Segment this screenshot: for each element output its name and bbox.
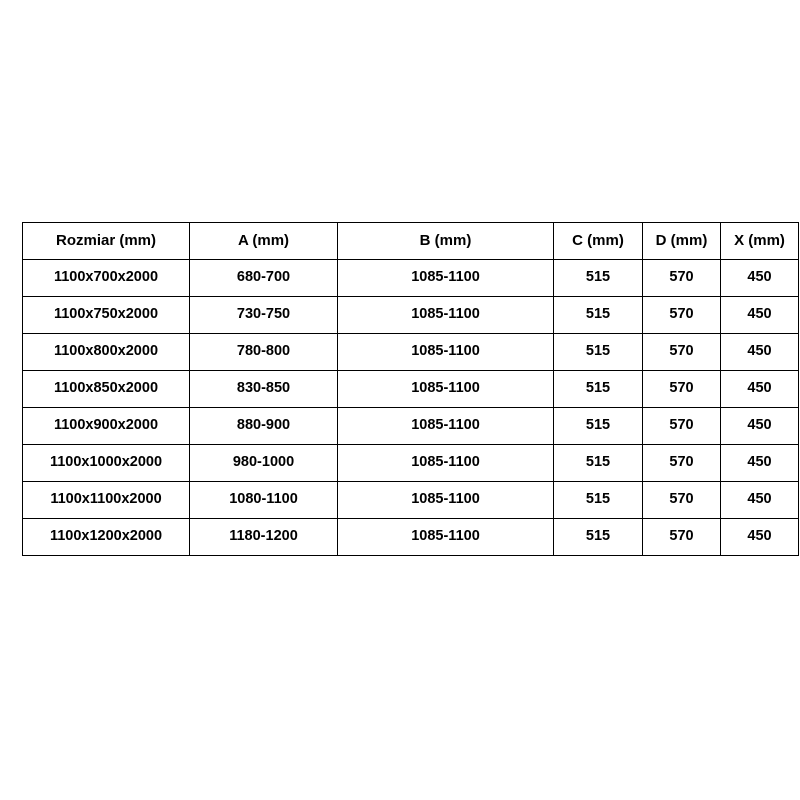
cell-b: 1085-1100 [338,297,554,334]
cell-c: 515 [554,408,643,445]
cell-c: 515 [554,445,643,482]
table-header [23,223,799,260]
cell-d: 570 [643,445,721,482]
cell-b: 1085-1100 [338,482,554,519]
cell-rozmiar: 1100x850x2000 [23,371,190,408]
cell-b: 1085-1100 [338,445,554,482]
cell-rozmiar: 1100x750x2000 [23,297,190,334]
cell-b: 1085-1100 [338,334,554,371]
spec-table-container [22,222,785,556]
column-header-b: B (mm) [338,223,554,260]
column-header-x: X (mm) [721,223,799,260]
specification-table [22,222,799,556]
cell-c: 515 [554,260,643,297]
cell-x: 450 [721,445,799,482]
table-header-row [23,223,799,260]
cell-d: 570 [643,260,721,297]
table-row [23,297,799,334]
cell-d: 570 [643,482,721,519]
cell-c: 515 [554,482,643,519]
cell-x: 450 [721,371,799,408]
table-row [23,445,799,482]
table-row [23,519,799,556]
cell-rozmiar: 1100x800x2000 [23,334,190,371]
cell-d: 570 [643,371,721,408]
cell-x: 450 [721,482,799,519]
cell-b: 1085-1100 [338,519,554,556]
cell-rozmiar: 1100x1000x2000 [23,445,190,482]
cell-x: 450 [721,260,799,297]
cell-b: 1085-1100 [338,408,554,445]
cell-x: 450 [721,408,799,445]
cell-rozmiar: 1100x700x2000 [23,260,190,297]
column-header-a: A (mm) [190,223,338,260]
table-row [23,408,799,445]
cell-d: 570 [643,408,721,445]
table-row [23,260,799,297]
cell-c: 515 [554,297,643,334]
cell-a: 880-900 [190,408,338,445]
cell-c: 515 [554,371,643,408]
cell-rozmiar: 1100x900x2000 [23,408,190,445]
cell-d: 570 [643,297,721,334]
cell-x: 450 [721,297,799,334]
cell-rozmiar: 1100x1100x2000 [23,482,190,519]
cell-x: 450 [721,519,799,556]
cell-a: 1080-1100 [190,482,338,519]
cell-d: 570 [643,519,721,556]
table-row [23,334,799,371]
table-body [23,260,799,556]
cell-x: 450 [721,334,799,371]
cell-a: 680-700 [190,260,338,297]
cell-rozmiar: 1100x1200x2000 [23,519,190,556]
cell-b: 1085-1100 [338,371,554,408]
cell-a: 730-750 [190,297,338,334]
column-header-rozmiar: Rozmiar (mm) [23,223,190,260]
table-row [23,371,799,408]
cell-a: 830-850 [190,371,338,408]
cell-b: 1085-1100 [338,260,554,297]
cell-a: 780-800 [190,334,338,371]
cell-a: 980-1000 [190,445,338,482]
cell-c: 515 [554,334,643,371]
cell-d: 570 [643,334,721,371]
table-row [23,482,799,519]
column-header-c: C (mm) [554,223,643,260]
cell-c: 515 [554,519,643,556]
cell-a: 1180-1200 [190,519,338,556]
column-header-d: D (mm) [643,223,721,260]
